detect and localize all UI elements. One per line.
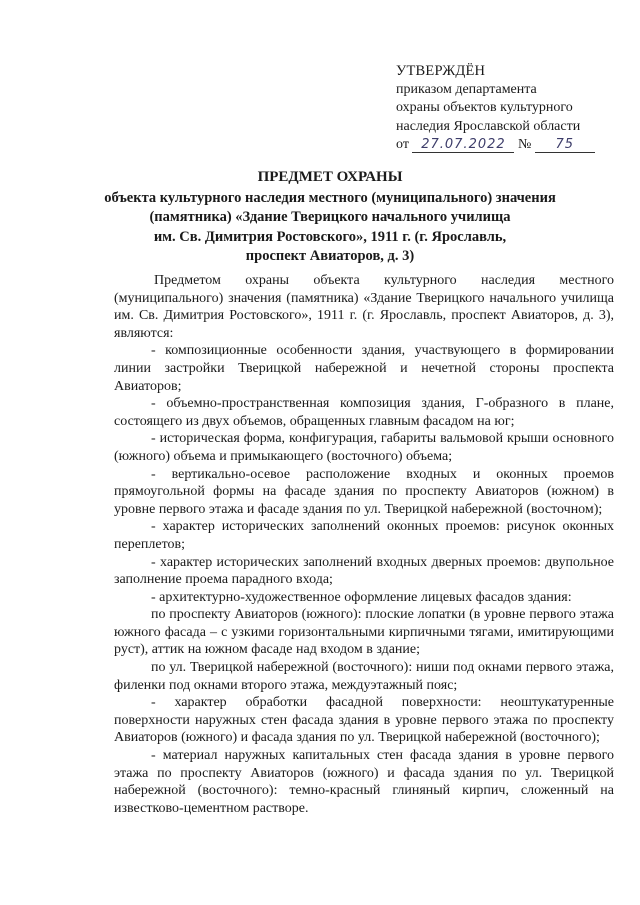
approval-line: приказом департамента xyxy=(396,81,537,97)
heading-line: проспект Авиаторов, д. 3) xyxy=(245,248,415,264)
protection-item: - характер исторических заполнений входных дверных проемов: двупольное заполнение проема парадного входа; xyxy=(114,554,614,588)
protection-item: - материал наружных капитальных стен фасада здания в уровне первого этажа по проспекту Авиаторов (южного) и фасада здания по ул. Тверицкой набережной (восточного): темно-красный глиняный кирпич, сложенный на известково-цементном растворе. xyxy=(114,748,614,816)
heading-line: (памятника) «Здание Тверицкого начального училища xyxy=(149,209,511,225)
approval-line: наследия Ярославской области xyxy=(396,118,581,134)
approval-line: охраны объектов культурного xyxy=(396,100,573,115)
heading-line: им. Св. Димитрия Ростовского», 1911 г. (г. Ярославль, xyxy=(153,228,507,245)
heading-line: объекта культурного наследия местного (муниципального) значения xyxy=(104,189,556,206)
order-number: 75 xyxy=(535,137,595,153)
protection-item: - характер обработки фасадной поверхности: неоштукатуренные поверхности наружных стен фасада здания в уровне первого этажа по проспекту Авиаторов (южного) и фасада здания по ул. Тверицкой набережной (восточного); xyxy=(114,695,614,746)
number-prefix: № xyxy=(517,137,532,152)
heading-title: ПРЕДМЕТ ОХРАНЫ xyxy=(257,169,403,185)
document-heading xyxy=(100,168,560,267)
protection-item: - архитектурно-художественное оформление лицевых фасадов здания: xyxy=(151,589,572,605)
protection-item: по проспекту Авиаторов (южного): плоские лопатки (в уровне первого этажа южного фасада – с узкими горизонтальными кирпичными тягами, имитирующими руст), аттик на южном фасаде над входом в здание; xyxy=(114,607,614,658)
protection-item: - композиционные особенности здания, участвующего в формировании линии застройки Тверицкой набережной и нечетной стороны проспекта Авиаторов; xyxy=(114,343,614,394)
order-date: 27.07.2022 xyxy=(412,137,514,153)
date-prefix: от xyxy=(396,137,409,152)
protection-item: по ул. Тверицкой набережной (восточного): ниши под окнами первого этажа, филенки под окнами второго этажа, междуэтажный пояс; xyxy=(114,660,614,693)
intro-paragraph: Предметом охраны объекта культурного наследия местного (муниципального) значения (памятника) «Здание Тверицкого начального училища им. Св. Димитрия Ростовского», 1911 г. (г. Ярославль, проспект Авиаторов, д. 3), являются: xyxy=(114,273,614,341)
order-date-number-line xyxy=(396,136,626,155)
protection-item: - характер исторических заполнений оконных проемов: рисунок оконных переплетов; xyxy=(114,519,614,552)
approval-title: УТВЕРЖДЁН xyxy=(396,63,486,79)
protection-item: - объемно-пространственная композиция здания, Г-образного в плане, состоящего из двух объемов, обращенных главным фасадом на юг; xyxy=(114,396,614,429)
document-body xyxy=(114,272,614,817)
protection-item: - вертикально-осевое расположение входных и оконных проемов прямоугольной формы на фасаде здания по проспекту Авиаторов (южном) в уровне первого этажа и фасаде здания по ул. Тверицкой набережной (восточном); xyxy=(114,466,614,517)
approval-block xyxy=(396,62,626,155)
protection-item: - историческая форма, конфигурация, габариты вальмовой крыши основного (южного) объема и примыкающего (восточного) объема; xyxy=(114,431,614,464)
